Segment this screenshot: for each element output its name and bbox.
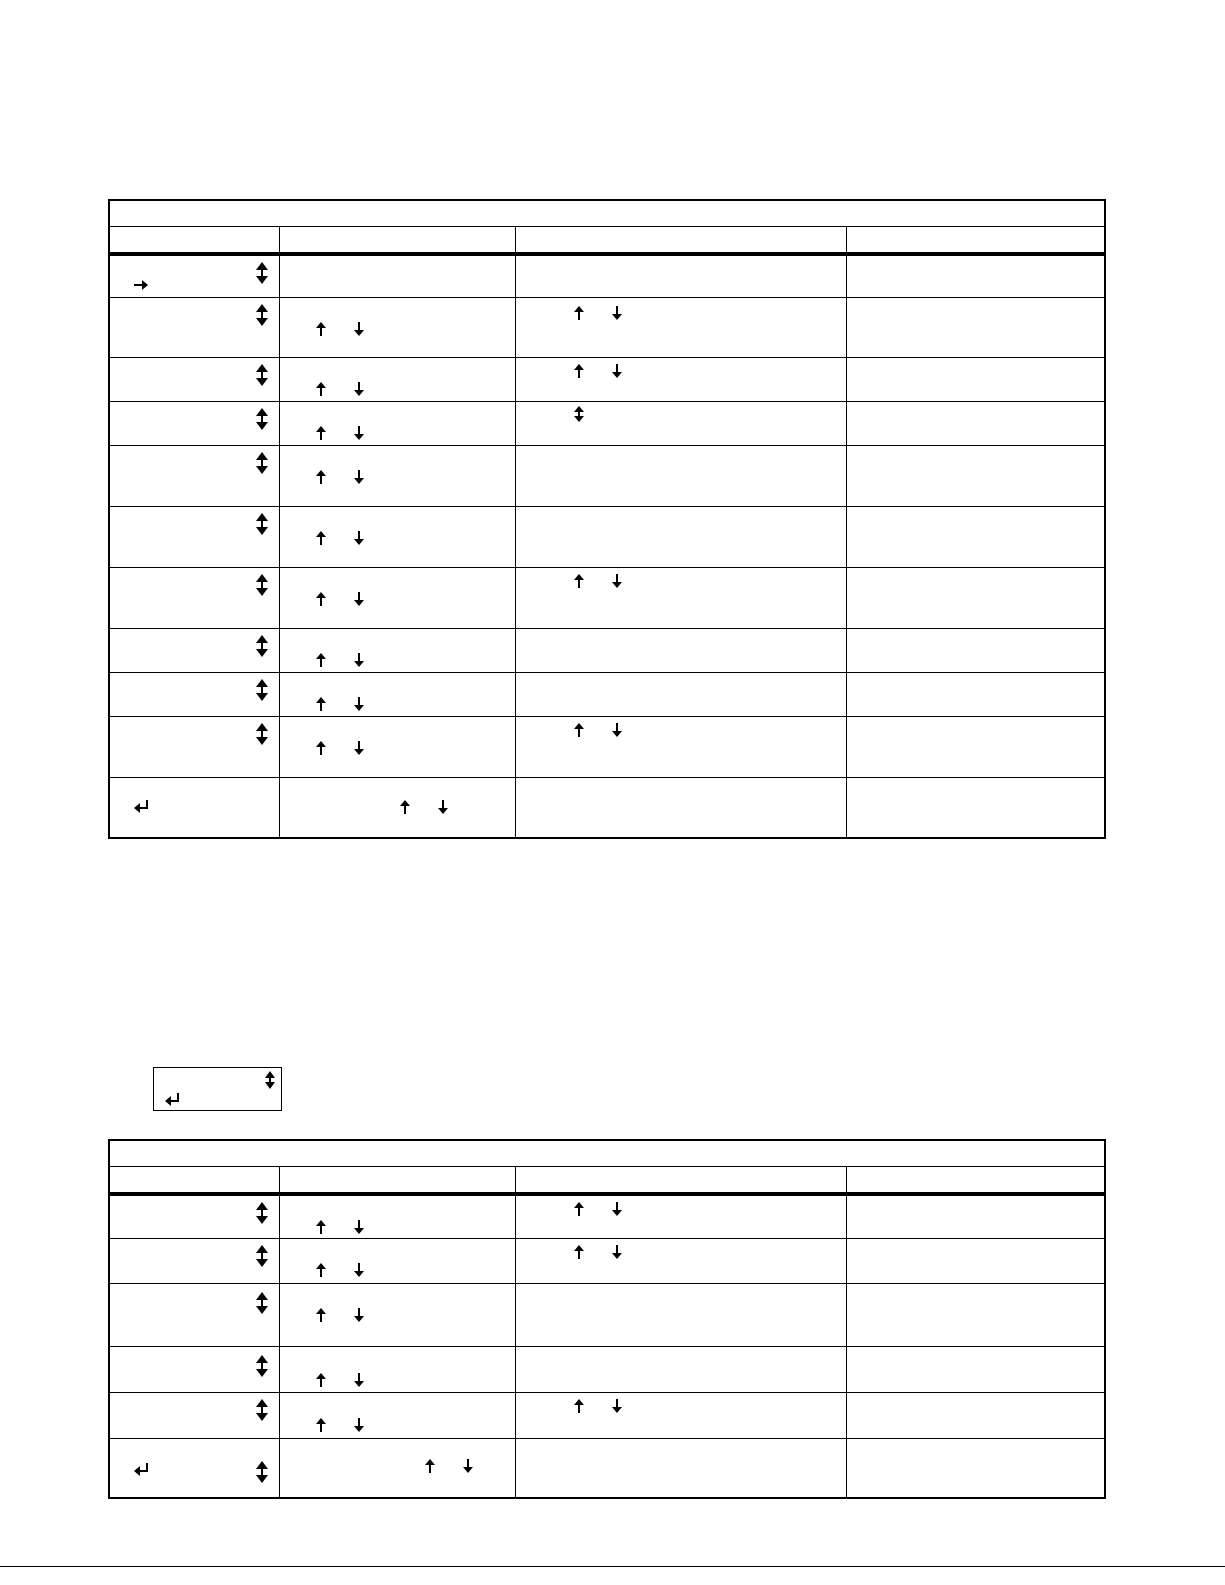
- table-cell: [847, 778, 1104, 837]
- table-cell: [847, 1196, 1104, 1238]
- table-cell: [516, 629, 847, 672]
- up-arrow-icon: [316, 1263, 326, 1277]
- updown-icon: [574, 406, 584, 422]
- down-arrow-icon: [354, 592, 364, 606]
- table-1-header-col-1: [110, 227, 280, 252]
- table-row: [110, 1439, 1104, 1497]
- up-arrow-icon: [400, 800, 410, 814]
- up-arrow-icon: [316, 592, 326, 606]
- table-cell: [110, 629, 280, 672]
- updown-icon: [255, 262, 269, 284]
- up-arrow-icon: [574, 723, 584, 737]
- table-cell: [280, 1239, 516, 1283]
- table-cell: [110, 1284, 280, 1346]
- down-arrow-icon: [438, 800, 448, 814]
- table-cell: [280, 1439, 516, 1497]
- up-arrow-icon: [574, 1245, 584, 1259]
- table-cell: [847, 256, 1104, 297]
- table-cell: [516, 1393, 847, 1438]
- table-1-header-col-4: [847, 227, 1104, 252]
- table-cell: [110, 402, 280, 445]
- page-footer-rule: [0, 1566, 1225, 1567]
- table-cell: [516, 402, 847, 445]
- table-row: [110, 1347, 1104, 1393]
- right-arrow-icon: [134, 279, 148, 291]
- table-row: [110, 298, 1104, 358]
- table-cell: [110, 673, 280, 716]
- up-arrow-icon: [316, 426, 326, 440]
- table-cell: [847, 1239, 1104, 1283]
- table-cell: [110, 1393, 280, 1438]
- up-arrow-icon: [574, 364, 584, 378]
- updown-icon: [255, 1461, 269, 1483]
- table-cell: [280, 629, 516, 672]
- table-cell: [516, 1239, 847, 1283]
- down-arrow-icon: [612, 364, 622, 378]
- table-2-title: [110, 1141, 1104, 1167]
- updown-icon: [255, 1202, 269, 1224]
- down-arrow-icon: [354, 653, 364, 667]
- down-arrow-icon: [354, 697, 364, 711]
- updown-icon: [255, 513, 269, 535]
- enter-icon: [134, 1463, 150, 1477]
- table-cell: [516, 298, 847, 357]
- table-cell: [847, 1393, 1104, 1438]
- down-arrow-icon: [612, 1245, 622, 1259]
- table-cell: [516, 778, 847, 837]
- updown-icon: [255, 679, 269, 701]
- table-1-header-col-3: [516, 227, 847, 252]
- down-arrow-icon: [612, 306, 622, 320]
- up-arrow-icon: [574, 1399, 584, 1413]
- table-cell: [516, 507, 847, 567]
- table-1-header: [110, 227, 1104, 256]
- down-arrow-icon: [354, 531, 364, 545]
- table-row: [110, 507, 1104, 568]
- table-cell: [516, 673, 847, 716]
- table-cell: [847, 568, 1104, 628]
- up-arrow-icon: [316, 653, 326, 667]
- table-2-header-col-1: [110, 1167, 280, 1192]
- up-arrow-icon: [316, 382, 326, 396]
- up-arrow-icon: [316, 741, 326, 755]
- table-row: [110, 358, 1104, 402]
- table-cell: [110, 298, 280, 357]
- table-row: [110, 256, 1104, 298]
- table-cell: [847, 507, 1104, 567]
- table-2-header: [110, 1167, 1104, 1196]
- updown-icon: [255, 304, 269, 326]
- down-arrow-icon: [354, 1373, 364, 1387]
- down-arrow-icon: [463, 1459, 473, 1473]
- table-row: [110, 402, 1104, 446]
- table-cell: [110, 568, 280, 628]
- updown-icon: [255, 364, 269, 386]
- table-row: [110, 1196, 1104, 1239]
- table-cell: [280, 507, 516, 567]
- updown-icon: [264, 1071, 276, 1089]
- updown-icon: [255, 1399, 269, 1421]
- table-cell: [847, 1439, 1104, 1497]
- table-cell: [110, 778, 280, 837]
- table-cell: [110, 446, 280, 506]
- up-arrow-icon: [574, 1202, 584, 1216]
- up-arrow-icon: [574, 574, 584, 588]
- table-cell: [516, 1196, 847, 1238]
- table-cell: [847, 673, 1104, 716]
- table-1-title: [110, 201, 1104, 227]
- table-cell: [516, 446, 847, 506]
- table-row: [110, 446, 1104, 507]
- enter-icon: [165, 1093, 181, 1107]
- down-arrow-icon: [354, 1308, 364, 1322]
- down-arrow-icon: [612, 723, 622, 737]
- table-cell: [516, 1347, 847, 1392]
- up-arrow-icon: [316, 1373, 326, 1387]
- table-cell: [280, 568, 516, 628]
- down-arrow-icon: [354, 382, 364, 396]
- table-cell: [280, 717, 516, 777]
- table-cell: [516, 717, 847, 777]
- table-cell: [847, 629, 1104, 672]
- settings-table-2: [108, 1139, 1106, 1499]
- lcd-display-box: [153, 1067, 282, 1111]
- table-cell: [847, 402, 1104, 445]
- table-cell: [280, 673, 516, 716]
- down-arrow-icon: [354, 1220, 364, 1234]
- down-arrow-icon: [354, 470, 364, 484]
- updown-icon: [255, 408, 269, 430]
- down-arrow-icon: [354, 741, 364, 755]
- table-cell: [280, 1284, 516, 1346]
- down-arrow-icon: [354, 1418, 364, 1432]
- table-row: [110, 778, 1104, 837]
- settings-table-1: [108, 199, 1106, 839]
- table-row: [110, 717, 1104, 778]
- table-cell: [280, 256, 516, 297]
- up-arrow-icon: [316, 1418, 326, 1432]
- table-cell: [110, 1347, 280, 1392]
- table-cell: [847, 446, 1104, 506]
- down-arrow-icon: [354, 1263, 364, 1277]
- down-arrow-icon: [354, 426, 364, 440]
- table-cell: [280, 778, 516, 837]
- table-cell: [110, 256, 280, 297]
- table-cell: [110, 507, 280, 567]
- table-cell: [516, 568, 847, 628]
- table-cell: [847, 1347, 1104, 1392]
- table-cell: [280, 1347, 516, 1392]
- table-row: [110, 673, 1104, 717]
- up-arrow-icon: [316, 531, 326, 545]
- table-cell: [280, 402, 516, 445]
- table-cell: [847, 358, 1104, 401]
- up-arrow-icon: [574, 306, 584, 320]
- table-cell: [280, 298, 516, 357]
- table-2-header-col-4: [847, 1167, 1104, 1192]
- updown-icon: [255, 452, 269, 474]
- up-arrow-icon: [316, 470, 326, 484]
- updown-icon: [255, 1292, 269, 1314]
- table-cell: [516, 1284, 847, 1346]
- down-arrow-icon: [612, 1399, 622, 1413]
- table-cell: [280, 358, 516, 401]
- table-cell: [516, 358, 847, 401]
- table-row: [110, 1239, 1104, 1284]
- table-row: [110, 629, 1104, 673]
- table-2-header-col-3: [516, 1167, 847, 1192]
- table-cell: [280, 1196, 516, 1238]
- table-2-header-col-2: [280, 1167, 516, 1192]
- down-arrow-icon: [612, 574, 622, 588]
- down-arrow-icon: [354, 322, 364, 336]
- updown-icon: [255, 574, 269, 596]
- table-1-header-col-2: [280, 227, 516, 252]
- table-cell: [110, 717, 280, 777]
- table-cell: [280, 446, 516, 506]
- enter-icon: [134, 800, 150, 814]
- up-arrow-icon: [316, 322, 326, 336]
- table-cell: [280, 1393, 516, 1438]
- table-cell: [110, 1439, 280, 1497]
- updown-icon: [255, 635, 269, 657]
- table-row: [110, 568, 1104, 629]
- table-row: [110, 1393, 1104, 1439]
- up-arrow-icon: [425, 1459, 435, 1473]
- updown-icon: [255, 1245, 269, 1267]
- down-arrow-icon: [612, 1202, 622, 1216]
- updown-icon: [255, 1355, 269, 1377]
- table-cell: [847, 1284, 1104, 1346]
- table-cell: [110, 358, 280, 401]
- up-arrow-icon: [316, 697, 326, 711]
- table-cell: [847, 298, 1104, 357]
- table-cell: [516, 256, 847, 297]
- table-cell: [516, 1439, 847, 1497]
- table-cell: [847, 717, 1104, 777]
- up-arrow-icon: [316, 1308, 326, 1322]
- updown-icon: [255, 723, 269, 745]
- table-cell: [110, 1239, 280, 1283]
- table-cell: [110, 1196, 280, 1238]
- table-row: [110, 1284, 1104, 1347]
- up-arrow-icon: [316, 1220, 326, 1234]
